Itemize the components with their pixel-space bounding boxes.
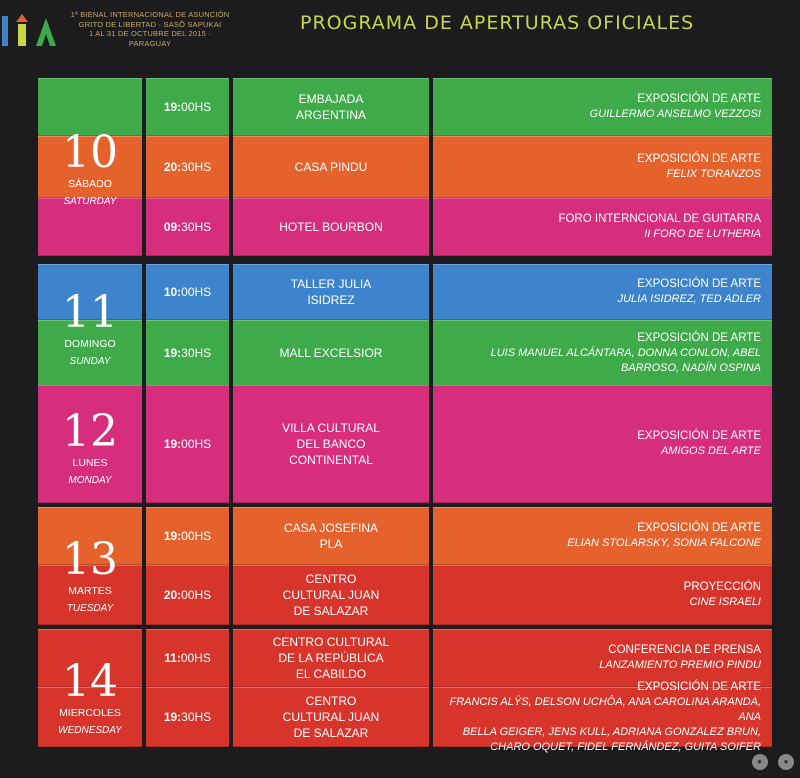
venue-line: DE SALAZAR xyxy=(293,726,369,740)
day-name-en: SATURDAY xyxy=(63,196,117,207)
venue-line: CENTRO xyxy=(305,694,357,708)
column-divider xyxy=(142,385,146,503)
column-divider xyxy=(429,78,433,136)
artist-line: II FORO DE LUTHERIA xyxy=(644,228,761,240)
column-divider xyxy=(229,687,233,747)
event-text xyxy=(618,277,761,307)
artist-line: FELIX TORANZOS xyxy=(666,168,761,180)
bienal-line: GRITO DE LIBERTAD · SASÕ SAPUKAI xyxy=(78,19,222,29)
artist-line: LANZAMIENTO PREMIO PINDU xyxy=(599,659,761,671)
day-name-en: TUESDAY xyxy=(66,603,114,614)
day-name-en: SUNDAY xyxy=(69,356,111,367)
time-minutes: 30HS xyxy=(181,160,212,174)
event-artists xyxy=(599,658,761,673)
event-type: FORO INTERNCIONAL DE GUITARRA xyxy=(558,213,761,225)
column-divider xyxy=(142,507,146,565)
column-divider xyxy=(142,629,146,687)
venue-name xyxy=(273,634,389,682)
column-divider xyxy=(429,629,433,687)
event-artists xyxy=(637,167,761,182)
schedule-row xyxy=(38,136,772,198)
event-description xyxy=(433,320,767,386)
event-venue xyxy=(233,565,429,625)
venue-line: CONTINENTAL xyxy=(289,453,373,467)
venue-line: EMBAJADA xyxy=(298,92,364,106)
event-type: EXPOSICIÓN DE ARTE xyxy=(637,522,761,534)
event-text xyxy=(433,680,761,755)
day-number: 10 xyxy=(62,127,118,178)
event-text xyxy=(558,212,761,242)
time-minutes: 00HS xyxy=(181,588,212,602)
venue-line: ARGENTINA xyxy=(295,108,366,122)
event-type: EXPOSICIÓN DE ARTE xyxy=(637,278,761,290)
event-text xyxy=(684,580,761,610)
bia-logo xyxy=(2,8,66,48)
page-header xyxy=(0,0,800,70)
venue-line: DE SALAZAR xyxy=(293,604,369,618)
schedule-row xyxy=(38,507,772,565)
column-divider xyxy=(142,320,146,386)
event-venue xyxy=(233,78,429,136)
event-type: EXPOSICIÓN DE ARTE xyxy=(637,430,761,442)
column-divider xyxy=(229,385,233,503)
day-number: 11 xyxy=(62,287,118,338)
venue-name xyxy=(279,219,383,235)
time-minutes: 00HS xyxy=(181,100,212,114)
event-text xyxy=(590,92,761,122)
column-divider xyxy=(429,136,433,198)
venue-line: DE LA REPÚBLICA xyxy=(278,651,384,665)
venue-line: VILLA CULTURAL xyxy=(282,421,380,435)
time-minutes: 00HS xyxy=(180,651,211,665)
column-divider xyxy=(229,565,233,625)
venue-line: TALLER JULIA xyxy=(290,277,372,291)
time-minutes: 00HS xyxy=(181,437,212,451)
event-time xyxy=(146,687,229,747)
column-divider xyxy=(429,687,433,747)
event-venue xyxy=(233,136,429,198)
event-artists xyxy=(618,292,761,307)
venue-line: MALL EXCELSIOR xyxy=(279,346,383,360)
event-type: EXPOSICIÓN DE ARTE xyxy=(637,331,761,344)
column-divider xyxy=(229,136,233,198)
page-title: PROGRAMA DE APERTURAS OFICIALES xyxy=(300,12,695,34)
day-group xyxy=(38,629,772,753)
event-description xyxy=(433,198,767,256)
event-type: EXPOSICIÓN DE ARTE xyxy=(637,153,761,165)
day-name-es: DOMINGO xyxy=(64,338,116,350)
time-hour: 19: xyxy=(163,529,182,543)
fullscreen-icon[interactable]: ● xyxy=(778,754,794,770)
column-divider xyxy=(142,264,146,320)
event-time xyxy=(146,78,229,136)
column-divider xyxy=(229,198,233,256)
artist-line: ELIAN STOLARSKY, SONIA FALCONE xyxy=(567,537,761,549)
time-hour: 19: xyxy=(163,346,182,360)
time-hour: 19: xyxy=(163,710,182,724)
venue-name xyxy=(295,159,368,175)
time-hour: 19: xyxy=(163,437,182,451)
artist-line: CINE ISRAELI xyxy=(689,596,761,608)
event-description xyxy=(433,629,767,687)
day-number: 14 xyxy=(62,656,118,707)
event-time xyxy=(146,264,229,320)
schedule-table xyxy=(38,78,772,753)
event-time xyxy=(146,565,229,625)
event-artists xyxy=(684,595,761,610)
day-label xyxy=(38,264,142,386)
time-minutes: 30HS xyxy=(181,220,212,234)
event-description xyxy=(433,264,767,320)
schedule-row xyxy=(38,264,772,320)
day-group xyxy=(38,78,772,256)
venue-line: CENTRO xyxy=(305,572,357,586)
artist-line: FRANCIS ALŸS, DELSON UCHÔA, ANA CAROLINA ARANDA, ANA xyxy=(449,695,761,723)
event-time xyxy=(146,136,229,198)
event-artists xyxy=(433,695,761,755)
artist-line: AMIGOS DEL ARTE xyxy=(660,445,761,457)
time-hour: 10: xyxy=(163,285,182,299)
event-time xyxy=(146,507,229,565)
column-divider xyxy=(229,320,233,386)
venue-name xyxy=(280,345,383,361)
event-venue xyxy=(233,687,429,747)
day-group xyxy=(38,385,772,503)
event-type: EXPOSICIÓN DE ARTE xyxy=(637,93,761,105)
venue-name xyxy=(283,693,380,741)
artist-line: BARROSO, NADÍN OSPINA xyxy=(621,361,761,374)
event-description xyxy=(433,680,767,753)
time-minutes: 00HS xyxy=(181,285,212,299)
venue-line: CASA PINDU xyxy=(294,160,368,174)
bienal-line: 1 AL 31 DE OCTUBRE DEL 2015 · PARAGUAY xyxy=(89,29,211,48)
event-artists xyxy=(590,107,761,122)
event-text xyxy=(567,521,761,551)
event-venue xyxy=(233,320,429,386)
event-text xyxy=(637,429,761,459)
event-description xyxy=(433,385,767,503)
event-venue xyxy=(233,629,429,687)
day-name-es: LUNES xyxy=(72,457,108,469)
event-artists xyxy=(491,346,761,376)
venue-line: CASA JOSEFINA xyxy=(283,521,379,535)
time-hour: 11: xyxy=(164,651,181,665)
time-hour: 20: xyxy=(163,588,182,602)
day-name-en: WEDNESDAY xyxy=(58,725,122,736)
event-artists xyxy=(567,536,761,551)
column-divider xyxy=(429,507,433,565)
schedule-row xyxy=(38,78,772,136)
day-name-en: MONDAY xyxy=(68,475,112,486)
event-time xyxy=(146,198,229,256)
column-divider xyxy=(229,507,233,565)
day-group xyxy=(38,264,772,386)
time-hour: 20: xyxy=(163,160,182,174)
event-text xyxy=(637,152,761,182)
zoom-icon[interactable]: ● xyxy=(752,754,768,770)
event-time xyxy=(146,320,229,386)
time-minutes: 00HS xyxy=(181,529,212,543)
column-divider xyxy=(229,629,233,687)
artist-line: CHARO OQUET, FIDEL FERNÁNDEZ, GUITA SOIFER xyxy=(490,740,761,753)
event-description xyxy=(433,565,767,625)
event-venue xyxy=(233,385,429,503)
column-divider xyxy=(429,198,433,256)
day-name-es: MIERCOLES xyxy=(59,707,121,719)
event-venue xyxy=(233,507,429,565)
time-minutes: 30HS xyxy=(181,346,212,360)
venue-line: CULTURAL JUAN xyxy=(282,588,380,602)
column-divider xyxy=(142,136,146,198)
bienal-line: 1ª BIENAL INTERNACIONAL DE ASUNCIÓN xyxy=(70,10,230,19)
column-divider xyxy=(229,264,233,320)
column-divider xyxy=(429,320,433,386)
time-hour: 09: xyxy=(163,220,182,234)
column-divider xyxy=(429,565,433,625)
venue-line: DEL BANCO xyxy=(296,437,366,451)
day-label xyxy=(38,78,142,256)
venue-line: HOTEL BOURBON xyxy=(279,220,383,234)
time-hour: 19: xyxy=(163,100,182,114)
event-venue xyxy=(233,198,429,256)
event-type: PROYECCIÓN xyxy=(683,581,761,593)
venue-line: EL CABILDO xyxy=(295,667,367,681)
event-description xyxy=(433,507,767,565)
artist-line: LUIS MANUEL ALCÁNTARA, DONNA CONLON, ABEL xyxy=(490,346,761,359)
day-group xyxy=(38,507,772,625)
artist-line: JULIA ISIDREZ, TED ADLER xyxy=(617,293,761,305)
column-divider xyxy=(429,385,433,503)
venue-name xyxy=(296,91,366,123)
event-artists xyxy=(637,444,761,459)
bienal-info xyxy=(70,10,230,48)
column-divider xyxy=(229,78,233,136)
artist-line: BELLA GEIGER, JENS KULL, ADRIANA GONZALEZ BRUN, xyxy=(462,725,761,738)
column-divider xyxy=(142,198,146,256)
page-controls xyxy=(746,751,794,770)
day-name-es: MARTES xyxy=(68,585,112,597)
event-artists xyxy=(558,227,761,242)
event-type: CONFERENCIA DE PRENSA xyxy=(608,644,761,656)
schedule-row xyxy=(38,385,772,503)
venue-line: CULTURAL JUAN xyxy=(282,710,380,724)
schedule-row xyxy=(38,198,772,256)
column-divider xyxy=(142,78,146,136)
event-type: EXPOSICIÓN DE ARTE xyxy=(637,680,761,693)
column-divider xyxy=(142,565,146,625)
event-description xyxy=(433,136,767,198)
venue-name xyxy=(283,571,380,619)
artist-line: GUILLERMO ANSELMO VEZZOSI xyxy=(589,108,761,120)
venue-name xyxy=(282,420,380,468)
column-divider xyxy=(429,264,433,320)
day-number: 13 xyxy=(62,534,118,585)
schedule-row xyxy=(38,629,772,687)
venue-line: ISIDREZ xyxy=(307,293,355,307)
schedule-row xyxy=(38,320,772,386)
day-name-es: SÁBADO xyxy=(68,178,112,190)
venue-name xyxy=(291,276,371,308)
schedule-row xyxy=(38,565,772,625)
event-description xyxy=(433,78,767,136)
day-number: 12 xyxy=(62,406,118,457)
venue-name xyxy=(284,520,378,552)
event-time xyxy=(146,629,229,687)
day-label xyxy=(38,629,142,747)
event-text xyxy=(599,643,761,673)
time-minutes: 30HS xyxy=(181,710,212,724)
venue-line: CENTRO CULTURAL xyxy=(272,635,390,649)
event-time xyxy=(146,385,229,503)
event-venue xyxy=(233,264,429,320)
day-label xyxy=(38,507,142,625)
event-text xyxy=(491,331,761,376)
day-label xyxy=(38,385,142,503)
column-divider xyxy=(142,687,146,747)
venue-line: PLA xyxy=(319,537,343,551)
